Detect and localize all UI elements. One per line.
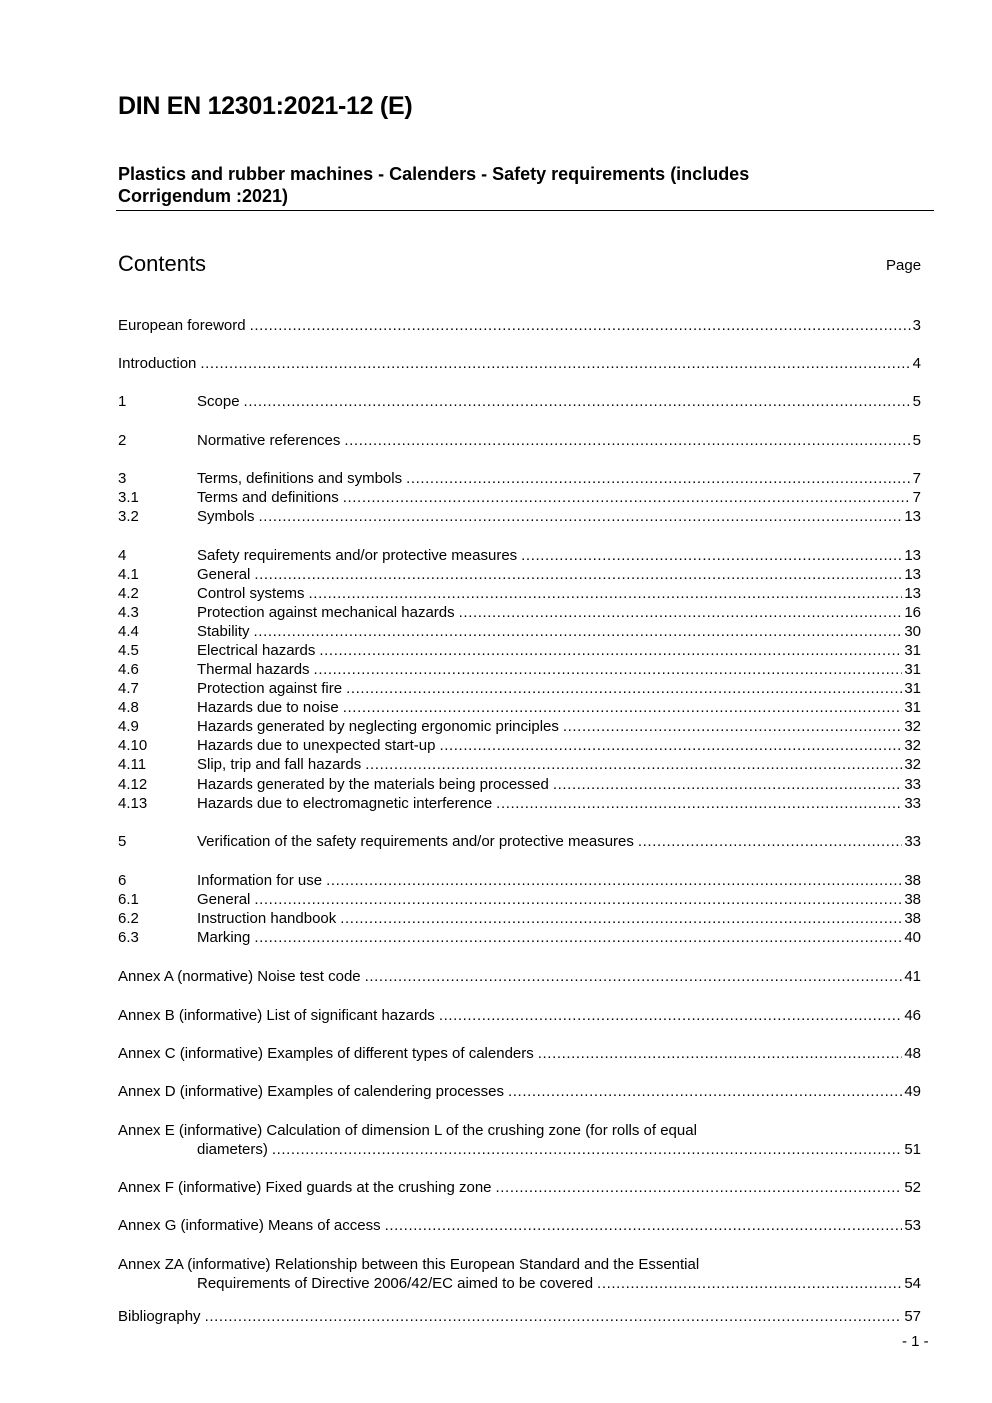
contents-heading: Contents — [118, 251, 207, 276]
toc-entry-number: 1 — [118, 393, 127, 410]
toc-entry-number: 4.7 — [118, 680, 139, 697]
toc-dot-leader — [638, 832, 902, 851]
toc-entry-title: Control systems — [197, 585, 305, 602]
toc-dot-leader — [254, 565, 902, 584]
toc-dot-leader — [597, 1274, 902, 1293]
toc-entry-title: Information for use — [197, 872, 323, 889]
toc-entry[interactable] — [118, 469, 921, 488]
toc-dot-leader — [309, 584, 903, 603]
toc-entry-number: 3.1 — [118, 489, 139, 506]
toc-dot-leader — [496, 1178, 903, 1197]
toc-entry-number: 4.4 — [118, 623, 139, 640]
toc-entry[interactable] — [118, 1006, 921, 1025]
toc-dot-leader — [496, 794, 902, 813]
toc-entry[interactable] — [118, 1216, 921, 1235]
toc-entry-page: 32 — [904, 756, 921, 773]
toc-entry-page: 57 — [904, 1308, 921, 1325]
toc-entry-page: 3 — [912, 317, 921, 334]
toc-entry-number: 4.5 — [118, 642, 139, 659]
toc-entry-title: Annex B (informative) List of significant hazards — [118, 1007, 435, 1024]
toc-entry-page: 32 — [904, 718, 921, 735]
toc-entry-page: 38 — [904, 872, 921, 889]
toc-entry[interactable] — [118, 392, 921, 411]
toc-entry-title: Slip, trip and fall hazards — [197, 756, 362, 773]
toc-entry[interactable] — [118, 431, 921, 450]
toc-dot-leader — [254, 622, 903, 641]
toc-entry-page: 4 — [912, 355, 921, 372]
toc-entry-title: Protection against fire — [197, 680, 343, 697]
toc-entry-title: Instruction handbook — [197, 910, 337, 927]
toc-entry[interactable] — [118, 546, 921, 565]
toc-entry-number: 4.2 — [118, 585, 139, 602]
toc-entry[interactable] — [118, 794, 921, 813]
toc-entry[interactable] — [118, 890, 921, 909]
toc-entry[interactable] — [118, 698, 921, 717]
toc-entry-title: Terms, definitions and symbols — [197, 470, 403, 487]
toc-entry-page: 5 — [912, 393, 921, 410]
toc-entry[interactable] — [118, 832, 921, 851]
toc-dot-leader — [244, 392, 911, 411]
toc-entry[interactable] — [118, 1082, 921, 1101]
toc-entry-title: Normative references — [197, 432, 341, 449]
toc-dot-leader — [346, 679, 902, 698]
toc-dot-leader — [553, 775, 902, 794]
toc-dot-leader — [343, 488, 911, 507]
document-title-line-2: Corrigendum :2021) — [118, 186, 289, 206]
toc-entry-page: 13 — [904, 547, 921, 564]
toc-entry[interactable] — [118, 755, 921, 774]
toc-dot-leader — [259, 507, 903, 526]
toc-entry[interactable] — [118, 909, 921, 928]
toc-entry-number: 6.2 — [118, 910, 139, 927]
toc-entry-title: Bibliography — [118, 1308, 201, 1325]
toc-entry[interactable] — [118, 660, 921, 679]
toc-entry-title: Annex C (informative) Examples of different types of calenders — [118, 1045, 534, 1062]
toc-entry-number: 4.13 — [118, 795, 148, 812]
toc-entry-title: Thermal hazards — [197, 661, 310, 678]
toc-entry-page: 13 — [904, 585, 921, 602]
toc-entry-title: Marking — [197, 929, 251, 946]
toc-entry-number: 6.3 — [118, 929, 139, 946]
toc-entry[interactable] — [118, 316, 921, 335]
toc-entry[interactable] — [118, 641, 921, 660]
toc-dot-leader — [314, 660, 903, 679]
toc-entry[interactable] — [118, 871, 921, 890]
toc-entry[interactable] — [118, 1274, 921, 1293]
toc-entry-title: Scope — [197, 393, 240, 410]
toc-entry[interactable] — [118, 354, 921, 373]
toc-entry[interactable] — [118, 507, 921, 526]
toc-entry[interactable] — [118, 775, 921, 794]
toc-entry-page: 31 — [904, 661, 921, 678]
toc-entry-page: 33 — [904, 795, 921, 812]
toc-entry[interactable] — [118, 1044, 921, 1063]
toc-entry-number: 4.6 — [118, 661, 139, 678]
toc-entry-title: Annex A (normative) Noise test code — [118, 968, 361, 985]
toc-entry[interactable] — [118, 1140, 921, 1159]
toc-entry-first-line: Annex ZA (informative) Relationship between this European Standard and the Essential — [118, 1256, 700, 1273]
toc-dot-leader — [344, 431, 910, 450]
toc-dot-leader — [385, 1216, 903, 1235]
toc-entry-page: 5 — [912, 432, 921, 449]
toc-entry-title: Annex G (informative) Means of access — [118, 1217, 381, 1234]
toc-dot-leader — [319, 641, 902, 660]
toc-entry-title: Annex F (informative) Fixed guards at the crushing zone — [118, 1179, 492, 1196]
toc-entry-title: General — [197, 891, 251, 908]
toc-entry-page: 7 — [912, 489, 921, 506]
toc-entry-page: 31 — [904, 642, 921, 659]
toc-entry-page: 51 — [904, 1141, 921, 1158]
toc-dot-leader — [365, 755, 902, 774]
toc-entry-title: Protection against mechanical hazards — [197, 604, 455, 621]
toc-entry-number: 4.12 — [118, 776, 148, 793]
toc-entry-number: 2 — [118, 432, 127, 449]
toc-entry-page: 13 — [904, 566, 921, 583]
toc-entry-page: 38 — [904, 910, 921, 927]
toc-dot-leader — [521, 546, 902, 565]
toc-entry-page: 49 — [904, 1083, 921, 1100]
toc-entry-first-line: Annex E (informative) Calculation of dimension L of the crushing zone (for rolls of equal — [118, 1122, 697, 1139]
toc-entry[interactable] — [118, 622, 921, 641]
toc-entry-page: 30 — [904, 623, 921, 640]
toc-entry-page: 38 — [904, 891, 921, 908]
toc-entry-page: 33 — [904, 776, 921, 793]
toc-entry-title: Introduction — [118, 355, 197, 372]
toc-entry-number: 3 — [118, 470, 127, 487]
toc-entry[interactable] — [118, 679, 921, 698]
toc-entry-title: Symbols — [197, 508, 255, 525]
toc-dot-leader — [459, 603, 903, 622]
toc-entry-title: Safety requirements and/or protective measures — [197, 547, 518, 564]
toc-entry-page: 52 — [904, 1179, 921, 1196]
toc-entry-number: 4.3 — [118, 604, 139, 621]
toc-dot-leader — [538, 1044, 903, 1063]
toc-entry-page: 31 — [904, 699, 921, 716]
toc-dot-leader — [250, 316, 911, 335]
toc-entry-title: Terms and definitions — [197, 489, 339, 506]
toc-entry-page: 46 — [904, 1007, 921, 1024]
toc-entry-title: Hazards due to electromagnetic interference — [197, 795, 493, 812]
toc-entry[interactable] — [118, 928, 921, 947]
page-number: - 1 - — [902, 1333, 929, 1350]
toc-dot-leader — [200, 354, 910, 373]
toc-entry-title: European foreword — [118, 317, 246, 334]
toc-entry-title: Annex D (informative) Examples of calendering processes — [118, 1083, 505, 1100]
toc-entry-number: 6 — [118, 872, 127, 889]
toc-entry-title: Hazards generated by neglecting ergonomic principles — [197, 718, 559, 735]
toc-entry-title: Hazards due to unexpected start-up — [197, 737, 436, 754]
toc-entry-number: 4 — [118, 547, 127, 564]
toc-entry[interactable] — [118, 584, 921, 603]
toc-entry-number: 5 — [118, 833, 127, 850]
toc-entry-page: 16 — [904, 604, 921, 621]
toc-entry-number: 4.10 — [118, 737, 148, 754]
toc-entry[interactable] — [118, 488, 921, 507]
toc-entry-number: 3.2 — [118, 508, 139, 525]
toc-entry-page: 40 — [904, 929, 921, 946]
toc-dot-leader — [508, 1082, 902, 1101]
toc-entry-title: Verification of the safety requirements and/or protective measures — [197, 833, 634, 850]
toc-entry[interactable] — [118, 603, 921, 622]
toc-entry[interactable] — [118, 717, 921, 736]
toc-entry-title: Hazards due to noise — [197, 699, 339, 716]
toc-entry-page: 13 — [904, 508, 921, 525]
toc-dot-leader — [205, 1307, 903, 1326]
toc-dot-leader — [406, 469, 911, 488]
toc-dot-leader — [340, 909, 902, 928]
toc-dot-leader — [439, 736, 902, 755]
toc-entry-title: diameters) — [197, 1141, 268, 1158]
toc-entry-page: 41 — [904, 968, 921, 985]
toc-entry-page: 48 — [904, 1045, 921, 1062]
toc-dot-leader — [365, 967, 903, 986]
toc-entry-page: 32 — [904, 737, 921, 754]
toc-entry-title: Hazards generated by the materials being processed — [197, 776, 549, 793]
document-id: DIN EN 12301:2021-12 (E) — [118, 92, 413, 120]
document-title-line-1: Plastics and rubber machines - Calenders - Safety requirements (includes — [118, 164, 750, 184]
toc-entry[interactable] — [118, 1178, 921, 1197]
toc-entry[interactable] — [118, 1307, 921, 1326]
toc-entry-page: 53 — [904, 1217, 921, 1234]
page-column-heading: Page — [886, 257, 922, 274]
toc-entry-number: 4.8 — [118, 699, 139, 716]
toc-entry-page: 54 — [904, 1275, 921, 1292]
toc-entry[interactable] — [118, 967, 921, 986]
toc-entry-title: Electrical hazards — [197, 642, 316, 659]
toc-dot-leader — [272, 1140, 902, 1159]
toc-entry-number: 4.9 — [118, 718, 139, 735]
toc-entry-title: Stability — [197, 623, 250, 640]
toc-entry[interactable] — [118, 736, 921, 755]
toc-entry-number: 4.11 — [118, 756, 147, 773]
toc-entry-number: 6.1 — [118, 891, 139, 908]
toc-entry-number: 4.1 — [118, 566, 139, 583]
toc-dot-leader — [326, 871, 902, 890]
toc-dot-leader — [254, 890, 902, 909]
toc-entry-page: 33 — [904, 833, 921, 850]
toc-dot-leader — [439, 1006, 903, 1025]
toc-entry-title: General — [197, 566, 251, 583]
toc-dot-leader — [254, 928, 902, 947]
toc-entry-title: Requirements of Directive 2006/42/EC aimed to be covered — [197, 1275, 594, 1292]
toc-dot-leader — [563, 717, 902, 736]
toc-entry-page: 7 — [912, 470, 921, 487]
toc-entry[interactable] — [118, 565, 921, 584]
toc-entry-page: 31 — [904, 680, 921, 697]
toc-dot-leader — [343, 698, 903, 717]
